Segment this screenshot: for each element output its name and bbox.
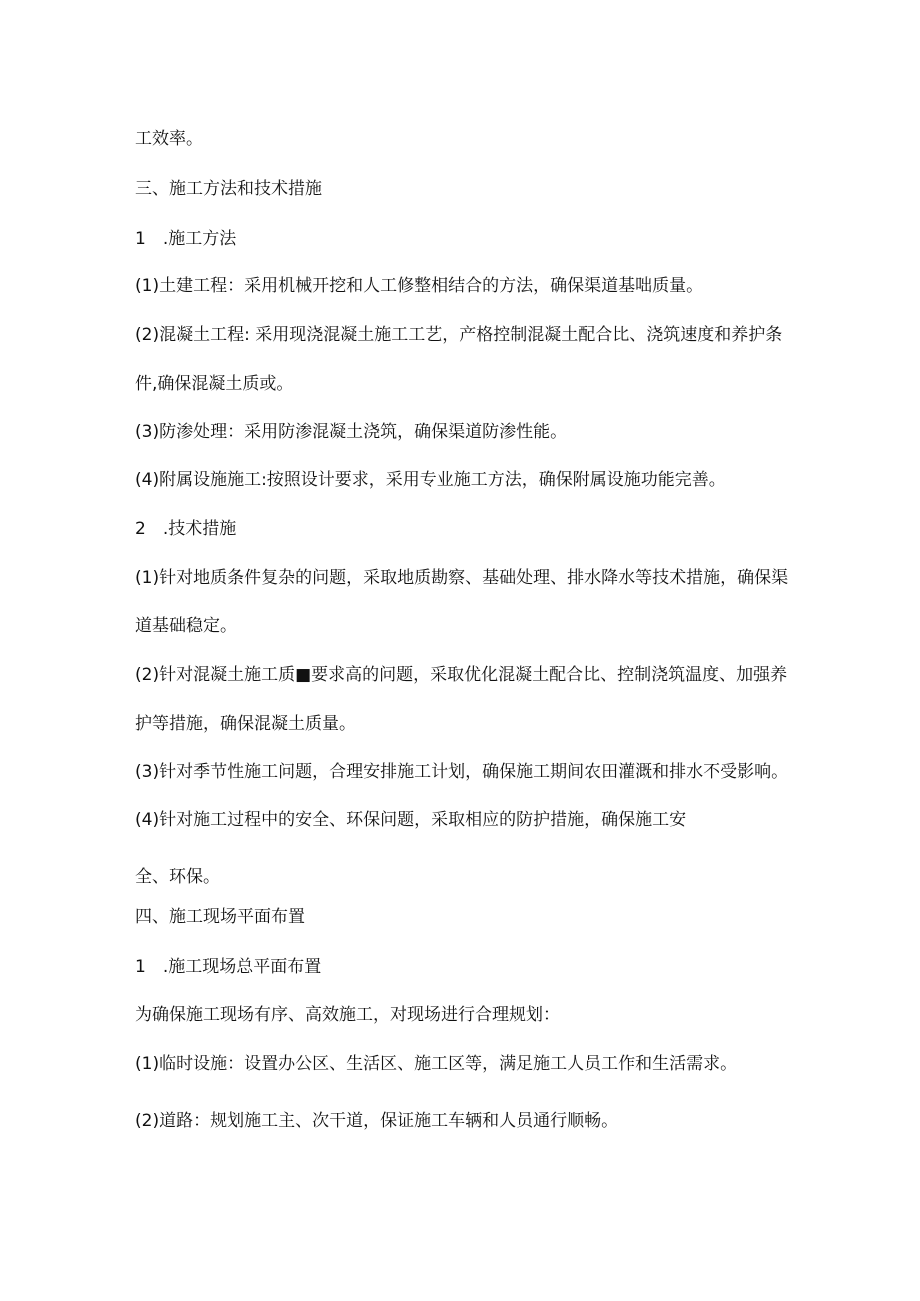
section-heading: 四、施工现场平面布置 bbox=[135, 907, 305, 927]
subsection-heading: 1 .施工方法 bbox=[135, 229, 237, 249]
paragraph-line: (3)防渗处理：采用防渗混凝土浇筑，确保渠道防渗性能。 bbox=[135, 422, 568, 442]
paragraph-line: (1)土建工程：采用机械开挖和人工修整相结合的方法，确保渠道基咄质量。 bbox=[135, 276, 704, 296]
paragraph-line: 工效率。 bbox=[135, 129, 203, 149]
section-heading: 三、施工方法和技术措施 bbox=[135, 179, 322, 199]
paragraph-line: (2)混凝土工程: 采用现浇混凝土施工工艺，产格控制混凝土配合比、浇筑速度和养护条 bbox=[135, 325, 783, 345]
paragraph-line: (2)道路：规划施工主、次干道，保证施工车辆和人员通行顺畅。 bbox=[135, 1111, 619, 1131]
paragraph-line: (1)临时设施：设置办公区、生活区、施工区等，满足施工人员工作和生活需求。 bbox=[135, 1054, 738, 1074]
subsection-heading: 1 .施工现场总平面布置 bbox=[135, 957, 322, 977]
paragraph-line: (3)针对季节性施工问题，合理安排施工计划，确保施工期间农田灌溉和排水不受影响。 bbox=[135, 762, 789, 782]
paragraph-line: (4)附属设施施工:按照设计要求，采用专业施工方法，确保附属设施功能完善。 bbox=[135, 470, 726, 490]
paragraph-line: 全、环保。 bbox=[135, 867, 220, 887]
paragraph-line: (4)针对施工过程中的安全、环保问题，采取相应的防护措施，确保施工安 bbox=[135, 810, 687, 830]
paragraph-line: (2)针对混凝土施工质■要求高的问题，采取优化混凝土配合比、控制浇筑温度、加强养 bbox=[135, 665, 788, 685]
paragraph-line: 件,确保混凝土质或。 bbox=[135, 374, 294, 394]
paragraph-line: 为确保施工现场有序、高效施工，对现场进行合理规划： bbox=[135, 1005, 560, 1025]
subsection-heading: 2 .技术措施 bbox=[135, 519, 237, 539]
paragraph-line: 护等措施，确保混凝土质量。 bbox=[135, 714, 356, 734]
paragraph-line: 道基础稳定。 bbox=[135, 616, 237, 636]
paragraph-line: (1)针对地质条件复杂的问题，采取地质勘察、基础处理、排水降水等技术措施，确保渠 bbox=[135, 568, 789, 588]
